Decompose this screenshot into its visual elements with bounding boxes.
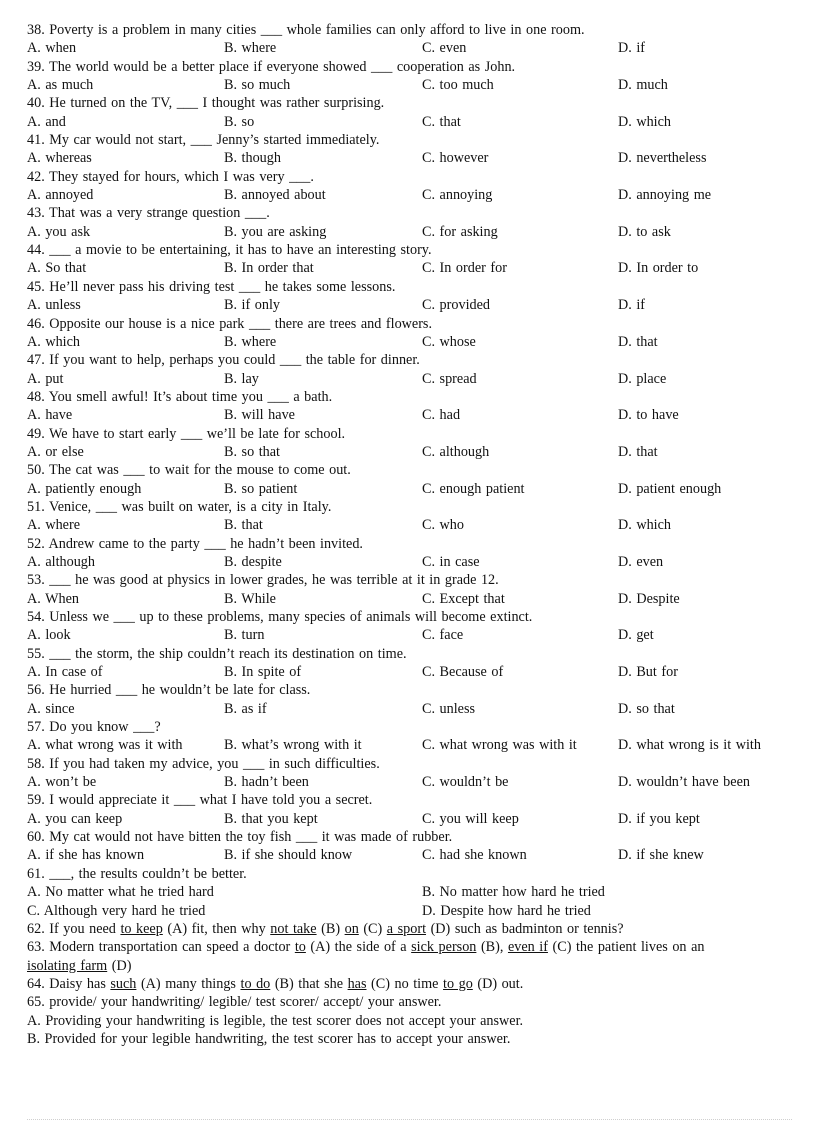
option: A. patiently enough — [27, 480, 142, 497]
text-part: (B), — [476, 939, 508, 956]
question-stem — [27, 975, 797, 993]
options-row — [27, 223, 797, 241]
option: C. In order for — [422, 260, 507, 277]
options-row — [27, 810, 797, 828]
options-row — [27, 186, 797, 204]
option: B. despite — [224, 553, 282, 570]
option: A. although — [27, 553, 95, 570]
option: D. But for — [618, 664, 678, 681]
options-row — [27, 700, 797, 718]
option: C. whose — [422, 333, 476, 350]
question-stem: 43. That was a very strange question ___. — [27, 205, 270, 222]
text-part: 62. If you need — [27, 920, 121, 937]
question-stem: 46. Opposite our house is a nice park ___ there are trees and flowers. — [27, 315, 432, 332]
question-stem: 39. The world would be a better place if everyone showed ___ cooperation as John. — [27, 58, 516, 75]
underlined-part: not take — [270, 920, 317, 937]
option: B. turn — [224, 627, 265, 644]
underlined-part: to do — [240, 975, 271, 992]
option: D. much — [618, 77, 668, 94]
worksheet — [27, 21, 797, 1048]
question-stem: 65. provide/ your handwriting/ legible/ test scorer/ accept/ your answer. — [27, 994, 442, 1011]
options-row — [27, 883, 797, 901]
option: D. In order to — [618, 260, 699, 277]
option: B. so that — [224, 443, 280, 460]
option: B. In spite of — [224, 664, 302, 681]
option: C. provided — [422, 297, 490, 314]
underlined-part: on — [344, 920, 359, 937]
option: A. look — [27, 627, 71, 644]
text-part: (C) the patient lives on an — [547, 939, 705, 956]
options-row — [27, 76, 797, 94]
options-row — [27, 259, 797, 277]
option: A. When — [27, 590, 79, 607]
option: A. have — [27, 407, 73, 424]
option: B. will have — [224, 407, 295, 424]
option: C. Except that — [422, 590, 505, 607]
option: B. what’s wrong with it — [224, 737, 362, 754]
options-row — [27, 590, 797, 608]
option: A. since — [27, 700, 75, 717]
question-stem: 40. He turned on the TV, ___ I thought was rather surprising. — [27, 95, 385, 112]
option: A. unless — [27, 297, 81, 314]
option: C. although — [422, 443, 490, 460]
option: D. wouldn’t have been — [618, 774, 750, 791]
option: C. however — [422, 150, 489, 167]
options-row — [27, 370, 797, 388]
option: A. you ask — [27, 223, 91, 240]
options-row — [27, 480, 797, 498]
option: D. to ask — [618, 223, 671, 240]
options-row — [27, 663, 797, 681]
question-stem: 56. He hurried ___ he wouldn’t be late for class. — [27, 682, 311, 699]
option: B. that — [224, 517, 263, 534]
question-stem: 52. Andrew came to the party ___ he hadn’t been invited. — [27, 535, 363, 552]
option: A. and — [27, 113, 66, 130]
option: A. where — [27, 517, 80, 534]
question-stem: 53. ___ he was good at physics in lower grades, he was terrible at it in grade 12. — [27, 572, 499, 589]
options-row — [27, 443, 797, 461]
text-part: (C) — [358, 920, 387, 937]
option: C. who — [422, 517, 464, 534]
options-row — [27, 902, 797, 920]
option: B. so — [224, 113, 255, 130]
option: B. where — [224, 40, 277, 57]
option: A. In case of — [27, 664, 103, 681]
option: C. you will keep — [422, 810, 519, 827]
question-stem: 54. Unless we ___ up to these problems, many species of animals will become extinct. — [27, 609, 533, 625]
options-row — [27, 113, 797, 131]
option: D. if — [618, 40, 646, 57]
option: A. won’t be — [27, 774, 97, 791]
question-stem: 44. ___ a movie to be entertaining, it has to have an interesting story. — [27, 242, 432, 259]
question-stem: 42. They stayed for hours, which I was very ___. — [27, 168, 314, 185]
option: C. face — [422, 627, 464, 644]
option: B. Provided for your legible handwriting, the test scorer has to accept your answer. — [27, 1030, 511, 1047]
option: D. patient enough — [618, 480, 722, 497]
option: B. While — [224, 590, 276, 607]
question-stem: 45. He’ll never pass his driving test ___ he takes some lessons. — [27, 278, 396, 295]
option: A. annoyed — [27, 187, 94, 204]
option: B. you are asking — [224, 223, 327, 240]
options-row — [27, 333, 797, 351]
option: B. annoyed about — [224, 187, 326, 204]
option: B. lay — [224, 370, 259, 387]
text-part: 64. Daisy has — [27, 975, 111, 992]
question-stem: 51. Venice, ___ was built on water, is a city in Italy. — [27, 498, 332, 515]
text-part: (B) — [316, 920, 345, 937]
option: A. you can keep — [27, 810, 123, 827]
option: D. if — [618, 297, 646, 314]
underlined-part: has — [347, 975, 367, 992]
option: C. had — [422, 407, 461, 424]
options-row — [27, 553, 797, 571]
question-stem: 38. Poverty is a problem in many cities ___ whole families can only afford to live in one room. — [27, 22, 585, 38]
option: B. that you kept — [224, 810, 318, 827]
option: D. Despite — [618, 590, 680, 607]
question-stem: 60. My cat would not have bitten the toy fish ___ it was made of rubber. — [27, 829, 453, 846]
underlined-part: to — [294, 939, 306, 956]
option: A. as much — [27, 77, 94, 94]
text-part: (A) fit, then why — [162, 920, 271, 937]
option: D. Despite how hard he tried — [422, 902, 591, 919]
question-stem — [27, 920, 797, 938]
options-row — [27, 516, 797, 534]
question-stem — [27, 938, 797, 956]
options-row — [27, 406, 797, 424]
underlined-part: even if — [507, 939, 548, 956]
option: A. whereas — [27, 150, 92, 167]
text-part: (D) such as badminton or tennis? — [426, 920, 624, 937]
option: A. put — [27, 370, 64, 387]
option: C. spread — [422, 370, 477, 387]
question-stem-continued — [27, 957, 797, 975]
text-part: (D) out. — [472, 975, 524, 992]
option: C. Because of — [422, 664, 504, 681]
option: C. even — [422, 40, 467, 57]
question-stem: 55. ___ the storm, the ship couldn’t reach its destination on time. — [27, 645, 407, 662]
question-stem: 58. If you had taken my advice, you ___ in such difficulties. — [27, 755, 380, 772]
option: C. wouldn’t be — [422, 774, 509, 791]
option: D. which — [618, 517, 672, 534]
text-part: (B) that she — [270, 975, 348, 992]
options-row — [27, 846, 797, 864]
text-part: 63. Modern transportation can speed a doctor — [27, 939, 295, 956]
option: C. unless — [422, 700, 476, 717]
underlined-part: isolating farm — [27, 957, 108, 974]
option: A. when — [27, 40, 77, 57]
option: D. to have — [618, 407, 679, 424]
option: B. hadn’t been — [224, 774, 309, 791]
option: B. In order that — [224, 260, 314, 277]
option: B. if she should know — [224, 847, 353, 864]
question-stem: 41. My car would not start, ___ Jenny’s started immediately. — [27, 132, 380, 149]
option: A. No matter what he tried hard — [27, 884, 214, 901]
option: D. which — [618, 113, 672, 130]
question-stem: 59. I would appreciate it ___ what I have told you a secret. — [27, 792, 373, 809]
options-row — [27, 626, 797, 644]
option: D. what wrong is it with — [618, 737, 761, 754]
text-part: (D) — [107, 957, 132, 974]
option: B. though — [224, 150, 281, 167]
option: D. nevertheless — [618, 150, 707, 167]
option: A. So that — [27, 260, 87, 277]
option: A. Providing your handwriting is legible, the test scorer does not accept your answer. — [27, 1012, 524, 1029]
question-stem: 48. You smell awful! It’s about time you ___ a bath. — [27, 388, 333, 405]
option: D. annoying me — [618, 187, 712, 204]
page-bottom-rule — [27, 1119, 792, 1120]
option: B. so much — [224, 77, 291, 94]
text-part: (C) no time — [366, 975, 444, 992]
question-stem: 50. The cat was ___ to wait for the mouse to come out. — [27, 462, 351, 479]
options-row — [27, 736, 797, 754]
options-row — [27, 39, 797, 57]
question-stem: 49. We have to start early ___ we’ll be late for school. — [27, 425, 346, 442]
option: A. what wrong was it with — [27, 737, 183, 754]
option: C. for asking — [422, 223, 498, 240]
option: C. too much — [422, 77, 494, 94]
options-row — [27, 149, 797, 167]
option: B. as if — [224, 700, 267, 717]
option: C. in case — [422, 553, 480, 570]
options-row — [27, 773, 797, 791]
option: A. if she has known — [27, 847, 145, 864]
option: D. if she knew — [618, 847, 704, 864]
question-stem: 57. Do you know ___? — [27, 719, 161, 736]
option: D. if you kept — [618, 810, 700, 827]
question-stem: 61. ___, the results couldn’t be better. — [27, 865, 247, 882]
option: B. No matter how hard he tried — [422, 884, 605, 901]
option: A. which — [27, 333, 81, 350]
underlined-part: a sport — [386, 920, 427, 937]
option: A. or else — [27, 443, 84, 460]
option: D. that — [618, 443, 658, 460]
option: C. annoying — [422, 187, 493, 204]
option: B. if only — [224, 297, 280, 314]
option: B. so patient — [224, 480, 298, 497]
text-part: (A) many things — [136, 975, 241, 992]
option: B. where — [224, 333, 277, 350]
option: D. so that — [618, 700, 675, 717]
option: C. Although very hard he tried — [27, 902, 206, 919]
option: D. get — [618, 627, 654, 644]
option: C. what wrong was with it — [422, 737, 577, 754]
text-part: (A) the side of a — [305, 939, 412, 956]
underlined-part: sick person — [411, 939, 477, 956]
question-stem: 47. If you want to help, perhaps you could ___ the table for dinner. — [27, 352, 420, 369]
option: C. enough patient — [422, 480, 525, 497]
underlined-part: such — [110, 975, 137, 992]
underlined-part: to keep — [120, 920, 163, 937]
underlined-part: to go — [443, 975, 473, 992]
option: C. had she known — [422, 847, 527, 864]
option: D. place — [618, 370, 667, 387]
options-row — [27, 296, 797, 314]
option: C. that — [422, 113, 461, 130]
option: D. even — [618, 553, 664, 570]
option: D. that — [618, 333, 658, 350]
